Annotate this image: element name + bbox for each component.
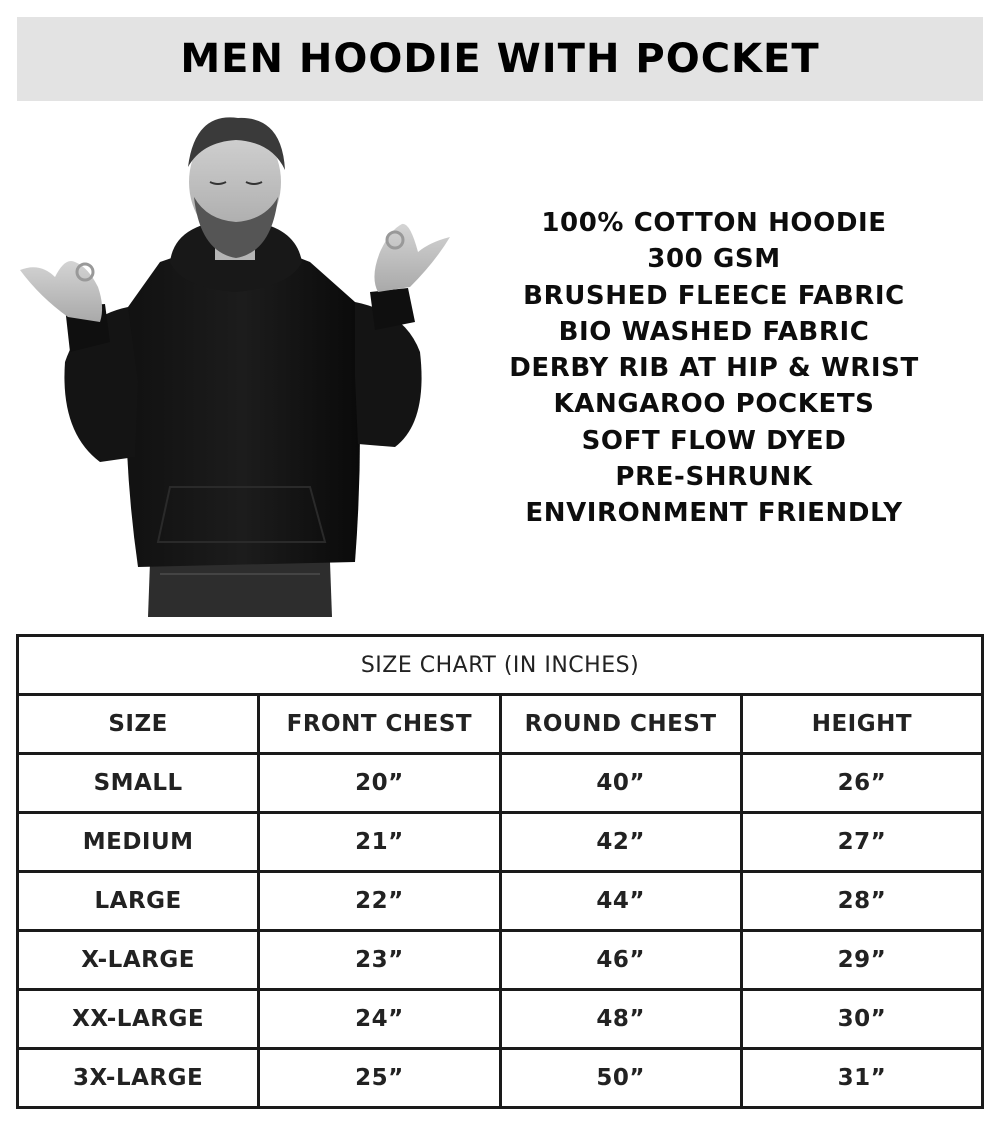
size-cell: MEDIUM [18, 813, 259, 872]
model-photo [10, 112, 460, 622]
feature-item: BIO WASHED FABRIC [558, 316, 870, 347]
size-cell: XX-LARGE [18, 990, 259, 1049]
table-row [18, 872, 983, 931]
height-cell: 30” [741, 990, 982, 1049]
table-row [18, 813, 983, 872]
feature-item: SOFT FLOW DYED [581, 425, 847, 456]
round-chest-cell: 42” [500, 813, 741, 872]
feature-item: DERBY RIB AT HIP & WRIST [509, 353, 919, 384]
front-chest-cell: 22” [259, 872, 500, 931]
size-chart-table [16, 634, 984, 1109]
table-row [18, 990, 983, 1049]
table-row [18, 931, 983, 990]
table-row [18, 1049, 983, 1108]
height-cell: 29” [741, 931, 982, 990]
height-cell: 31” [741, 1049, 982, 1108]
front-chest-cell: 24” [259, 990, 500, 1049]
page-title: MEN HOODIE WITH POCKET [180, 36, 820, 82]
column-header-height: HEIGHT [741, 695, 982, 754]
left-hand [20, 261, 102, 322]
front-chest-cell: 25” [259, 1049, 500, 1108]
table-row [18, 754, 983, 813]
feature-item: ENVIRONMENT FRIENDLY [525, 498, 903, 529]
round-chest-cell: 46” [500, 931, 741, 990]
front-chest-cell: 21” [259, 813, 500, 872]
feature-item: 300 GSM [647, 244, 781, 275]
size-chart-caption [18, 636, 983, 695]
size-chart-caption-text: SIZE CHART (IN INCHES) [360, 652, 640, 678]
round-chest-cell: 40” [500, 754, 741, 813]
hoodie-body [126, 247, 360, 567]
height-cell: 26” [741, 754, 982, 813]
feature-item: PRE-SHRUNK [615, 462, 813, 493]
round-chest-cell: 50” [500, 1049, 741, 1108]
size-cell: 3X-LARGE [18, 1049, 259, 1108]
height-cell: 27” [741, 813, 982, 872]
column-header-round-chest: ROUND CHEST [500, 695, 741, 754]
jeans [148, 562, 332, 617]
size-cell: LARGE [18, 872, 259, 931]
feature-item: KANGAROO POCKETS [553, 389, 875, 420]
front-chest-cell: 20” [259, 754, 500, 813]
title-banner [17, 17, 983, 101]
front-chest-cell: 23” [259, 931, 500, 990]
feature-item: 100% COTTON HOODIE [541, 208, 887, 238]
height-cell: 28” [741, 872, 982, 931]
right-hand [374, 224, 450, 292]
feature-item: BRUSHED FLEECE FABRIC [523, 280, 905, 311]
size-cell: SMALL [18, 754, 259, 813]
column-header-size: SIZE [18, 695, 259, 754]
size-cell: X-LARGE [18, 931, 259, 990]
round-chest-cell: 48” [500, 990, 741, 1049]
feature-list [472, 205, 956, 532]
column-header-front-chest: FRONT CHEST [259, 695, 500, 754]
header-row [18, 695, 983, 754]
round-chest-cell: 44” [500, 872, 741, 931]
caption-row [18, 636, 983, 695]
